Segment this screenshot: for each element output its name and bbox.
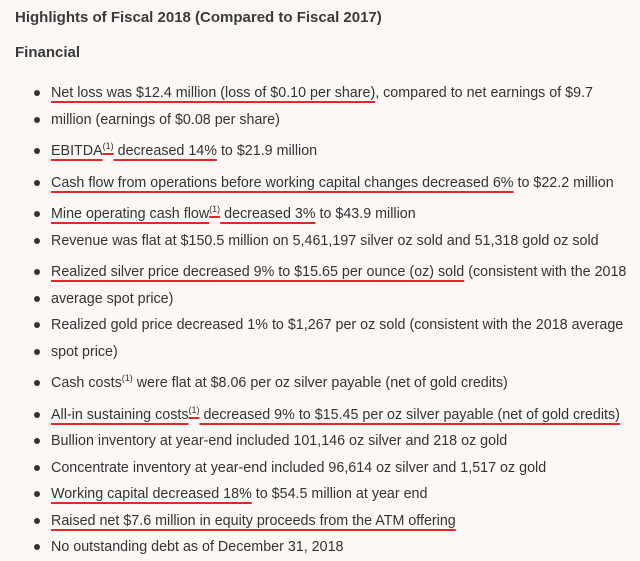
highlight-text: Raised net $7.6 million in equity proceeds from the ATM offering xyxy=(51,512,456,529)
body-text: Realized gold price decreased 1% to $1,267 per oz sold (consistent with the 2018 average xyxy=(51,317,624,333)
list-item xyxy=(0,402,640,429)
list-item xyxy=(0,80,640,107)
list-item xyxy=(0,455,640,482)
body-text: average spot price) xyxy=(51,290,174,307)
list-item xyxy=(0,428,640,455)
list-item xyxy=(0,286,640,313)
body-text: (consistent with the 2018 xyxy=(464,264,627,280)
list-item xyxy=(0,138,640,165)
body-text: to $22.2 million xyxy=(513,174,614,191)
footnote-marker: (1) xyxy=(188,404,200,415)
body-text: Concentrate inventory at year-end included 96,614 oz silver and 1,517 oz gold xyxy=(51,459,547,476)
body-text: were flat at $8.06 per oz silver payable (net of gold credits) xyxy=(132,375,508,391)
list-item xyxy=(0,508,640,535)
highlight-text: EBITDA xyxy=(51,143,103,159)
body-text: to $54.5 million at year end xyxy=(251,486,428,502)
body-text: No outstanding debt as of December 31, 2018 xyxy=(51,539,344,555)
list-item xyxy=(0,228,640,255)
list-item xyxy=(0,534,640,561)
body-text: spot price) xyxy=(51,343,118,360)
footnote-marker: (1) xyxy=(102,141,114,151)
body-text: Bullion inventory at year-end included 101,146 oz silver and 218 oz gold xyxy=(51,433,508,449)
footnote-marker: (1) xyxy=(121,373,133,383)
list-item xyxy=(0,370,640,397)
footnote-marker: (1) xyxy=(209,204,221,214)
financial-highlights-list xyxy=(0,80,640,561)
page-title: Highlights of Fiscal 2018 (Compared to Fiscal 2017) xyxy=(15,9,382,26)
section-title-financial: Financial xyxy=(15,44,81,61)
highlight-text: Mine operating cash flow xyxy=(51,206,210,222)
body-text: Cash costs xyxy=(51,375,122,391)
body-text: Revenue was flat at $150.5 million on 5,461,197 silver oz sold and 51,318 gold oz sold xyxy=(51,232,599,249)
highlight-text: Cash flow from operations before working capital changes decreased 6% xyxy=(51,174,514,191)
list-item xyxy=(0,201,640,228)
list-item xyxy=(0,312,640,339)
body-text: to $43.9 million xyxy=(315,206,416,222)
body-text: to $21.9 million xyxy=(216,143,318,159)
body-text: million (earnings of $0.08 per share) xyxy=(51,111,280,128)
highlight-text: Net loss was $12.4 million (loss of $0.10 per share) xyxy=(51,85,376,101)
list-item xyxy=(0,170,640,197)
highlight-text: decreased 14% xyxy=(113,143,217,159)
list-item xyxy=(0,339,640,366)
highlight-text: Working capital decreased 18% xyxy=(51,486,252,502)
highlight-text: Realized silver price decreased 9% to $15.65 per ounce (oz) sold xyxy=(51,264,465,280)
list-item xyxy=(0,107,640,134)
body-text: , compared to net earnings of $9.7 xyxy=(375,85,593,101)
highlight-text: decreased 3% xyxy=(220,206,316,222)
list-item xyxy=(0,259,640,286)
highlight-text: All-in sustaining costs xyxy=(51,406,189,423)
highlight-text: decreased 9% to $15.45 per oz silver payable (net of gold credits) xyxy=(199,406,620,423)
list-item xyxy=(0,481,640,508)
